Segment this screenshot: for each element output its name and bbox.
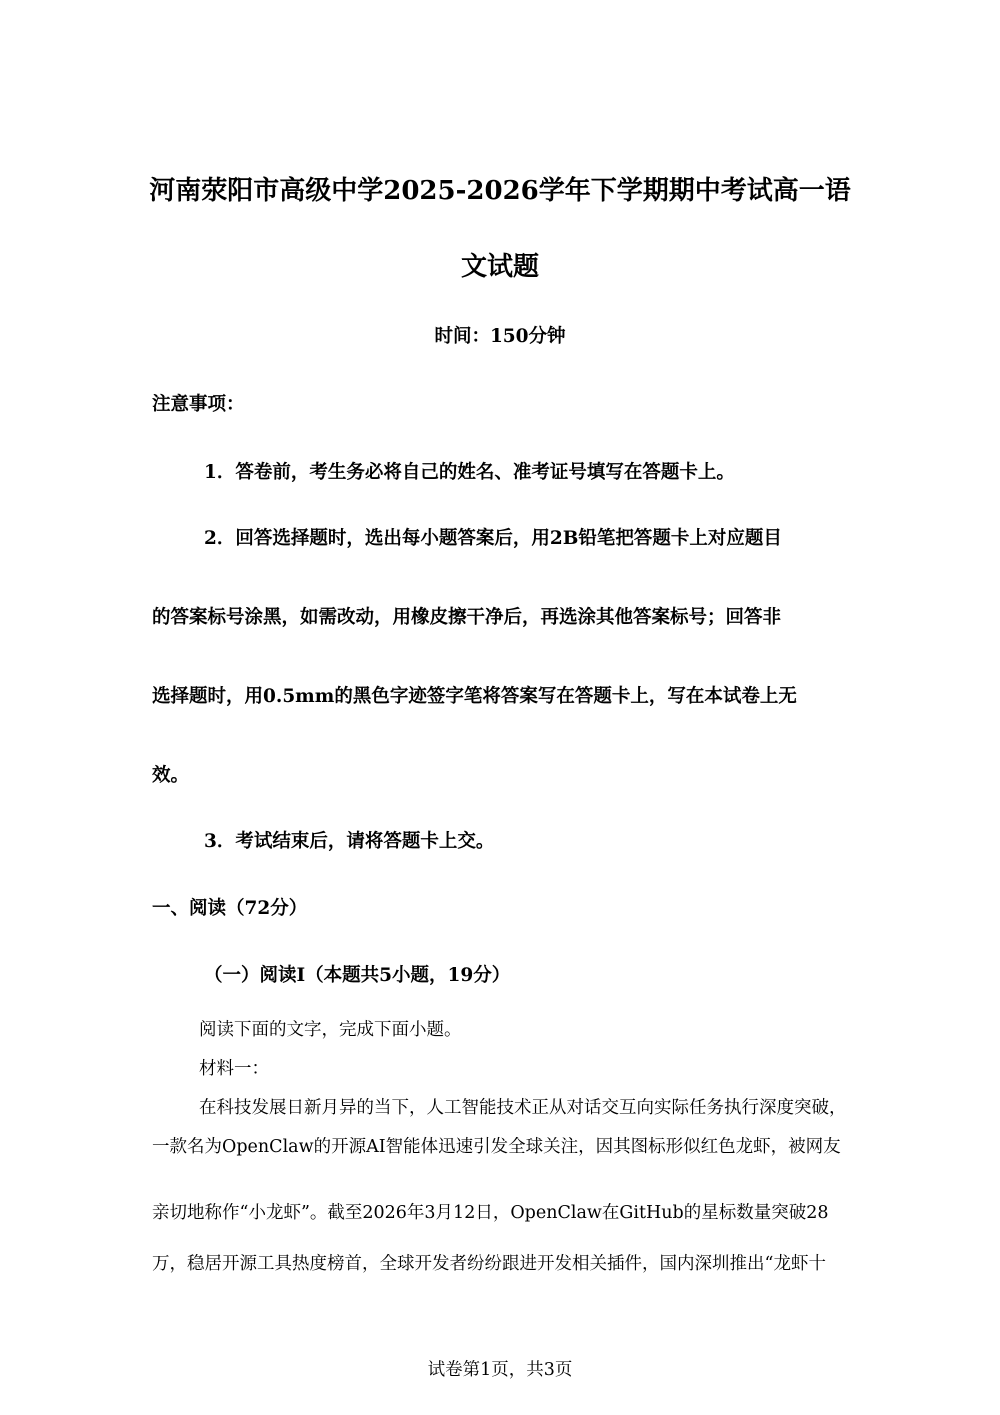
section-heading: 一、阅读（72分） — [152, 898, 308, 919]
paragraph-line-3: 亲切地称作“小龙虾”。截至2026年3月12日，OpenClaw在GitHub的星标数量突破28 — [152, 1203, 829, 1223]
exam-title-line-2: 文试题 — [460, 252, 539, 282]
notice-item-2-line-1: 2．回答选择题时，选出每小题答案后，用2B铅笔把答题卡上对应题目 — [204, 528, 782, 549]
notice-item-2-line-3: 选择题时，用0.5mm的黑色字迹签字笔将答案写在答题卡上，写在本试卷上无 — [152, 686, 797, 707]
paragraph-line-4: 万，稳居开源工具热度榜首，全球开发者纷纷跟进开发相关插件，国内深圳推出“龙虾十 — [152, 1254, 826, 1274]
notice-item-1: 1．答卷前，考生务必将自己的姓名、准考证号填写在答题卡上。 — [204, 462, 735, 483]
notice-item-3: 3．考试结束后，请将答题卡上交。 — [204, 831, 495, 852]
notice-item-2-line-4: 效。 — [152, 765, 190, 786]
paragraph-line-2: 一款名为OpenClaw的开源AI智能体迅速引发全球关注，因其图标形似红色龙虾，被网友 — [152, 1137, 841, 1157]
material-label: 材料一： — [199, 1059, 269, 1079]
notice-item-2-line-2: 的答案标号涂黑，如需改动，用橡皮擦干净后，再选涂其他答案标号；回答非 — [152, 607, 782, 628]
subsection-heading: （一）阅读Ⅰ（本题共5小题，19分） — [204, 965, 511, 986]
paragraph-line-1: 在科技发展日新月异的当下，人工智能技术正从对话交互向实际任务执行深度突破， — [199, 1098, 847, 1118]
notice-heading: 注意事项： — [152, 394, 245, 415]
reading-instruction: 阅读下面的文字，完成下面小题。 — [199, 1020, 462, 1040]
exam-time: 时间：150分钟 — [434, 326, 566, 347]
exam-title-line-1: 河南荥阳市高级中学2025-2026学年下学期期中考试高一语 — [149, 176, 851, 206]
page-footer: 试卷第1页，共3页 — [427, 1360, 573, 1380]
